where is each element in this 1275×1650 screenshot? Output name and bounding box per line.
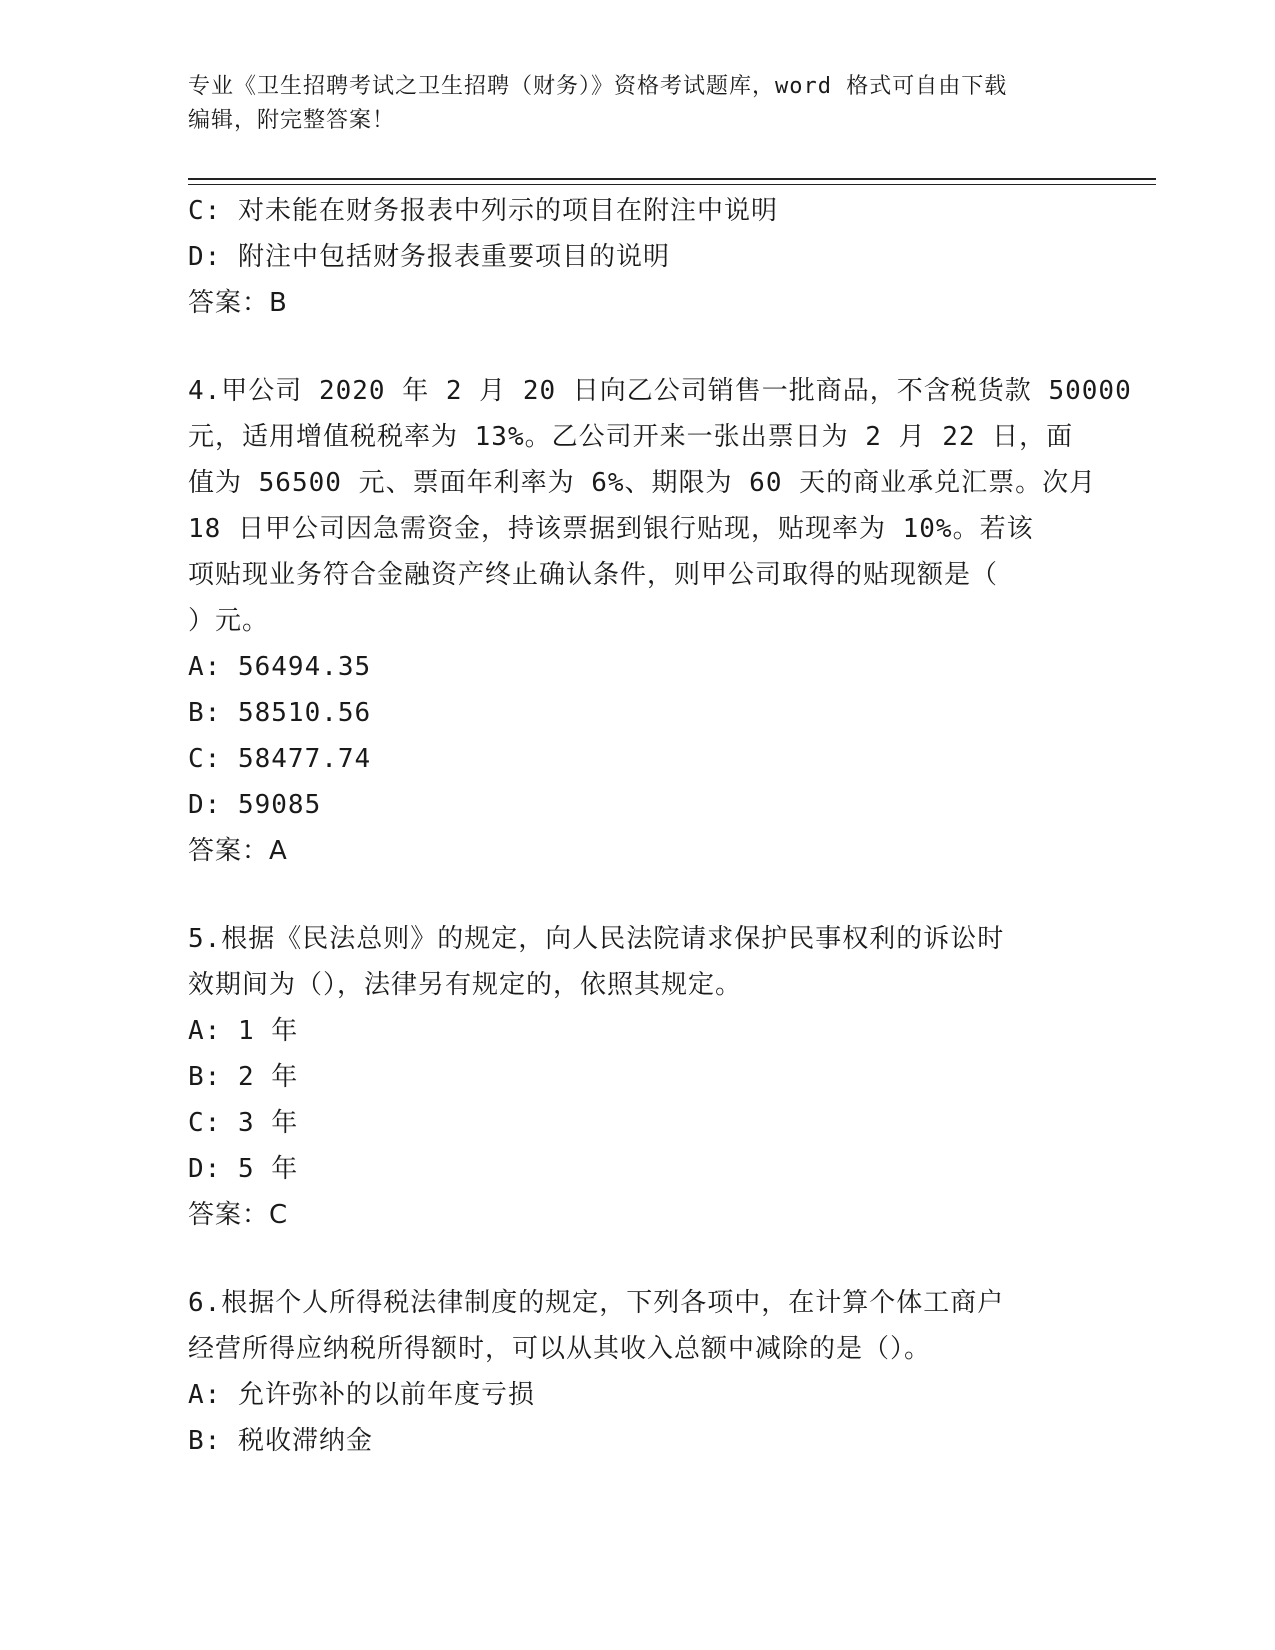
option-b: B: 58510.56 xyxy=(188,698,372,728)
question-6 xyxy=(188,1280,1088,1464)
header-divider-thick xyxy=(188,178,1156,180)
answer-label: 答案：C xyxy=(188,1200,289,1230)
question-stem-line: 5.根据《民法总则》的规定，向人民法院请求保护民事权利的诉讼时 xyxy=(188,924,1005,954)
option-c: C: 对未能在财务报表中列示的项目在附注中说明 xyxy=(188,196,778,226)
question-stem-line: 元，适用增值税税率为 13%。乙公司开来一张出票日为 2 月 22 日，面 xyxy=(188,422,1074,452)
question-5 xyxy=(188,916,1088,1238)
option-a: A: 允许弥补的以前年度亏损 xyxy=(188,1380,535,1410)
document-header xyxy=(188,70,1088,138)
question-stem-line: 值为 56500 元、票面年利率为 6%、期限为 60 天的商业承兑汇票。次月 xyxy=(188,468,1097,498)
option-b: B: 2 年 xyxy=(188,1062,299,1092)
question-stem-line: 4.甲公司 2020 年 2 月 20 日向乙公司销售一批商品，不含税货款 50000 xyxy=(188,376,1132,406)
question-stem-line: 18 日甲公司因急需资金，持该票据到银行贴现，贴现率为 10%。若该 xyxy=(188,514,1034,544)
option-c: C: 58477.74 xyxy=(188,744,372,774)
answer-label: 答案：B xyxy=(188,288,288,318)
option-d: D: 5 年 xyxy=(188,1154,299,1184)
option-d: D: 59085 xyxy=(188,790,322,820)
question-3-tail xyxy=(188,188,1088,326)
header-line-2: 编辑，附完整答案！ xyxy=(188,108,396,133)
spacer xyxy=(188,1238,1088,1280)
answer-label: 答案：A xyxy=(188,836,288,866)
question-stem-line: 项贴现业务符合金融资产终止确认条件，则甲公司取得的贴现额是（ xyxy=(188,560,999,590)
question-content xyxy=(188,188,1132,1464)
option-c: C: 3 年 xyxy=(188,1108,299,1138)
option-b: B: 税收滞纳金 xyxy=(188,1426,373,1456)
question-stem-line: 经营所得应纳税所得额时，可以从其收入总额中减除的是（）。 xyxy=(188,1334,932,1364)
spacer xyxy=(188,326,1088,368)
option-a: A: 56494.35 xyxy=(188,652,372,682)
header-divider-thin xyxy=(188,184,1156,185)
option-a: A: 1 年 xyxy=(188,1016,299,1046)
option-d: D: 附注中包括财务报表重要项目的说明 xyxy=(188,242,670,272)
question-stem-line: ）元。 xyxy=(188,606,270,636)
header-line-1: 专业《卫生招聘考试之卫生招聘（财务）》资格考试题库，word 格式可自由下载 xyxy=(188,74,1008,99)
question-stem-line: 6.根据个人所得税法律制度的规定，下列各项中，在计算个体工商户 xyxy=(188,1288,1005,1318)
spacer xyxy=(188,874,1088,916)
question-4 xyxy=(188,368,1132,874)
question-stem-line: 效期间为（），法律另有规定的，依照其规定。 xyxy=(188,970,743,1000)
